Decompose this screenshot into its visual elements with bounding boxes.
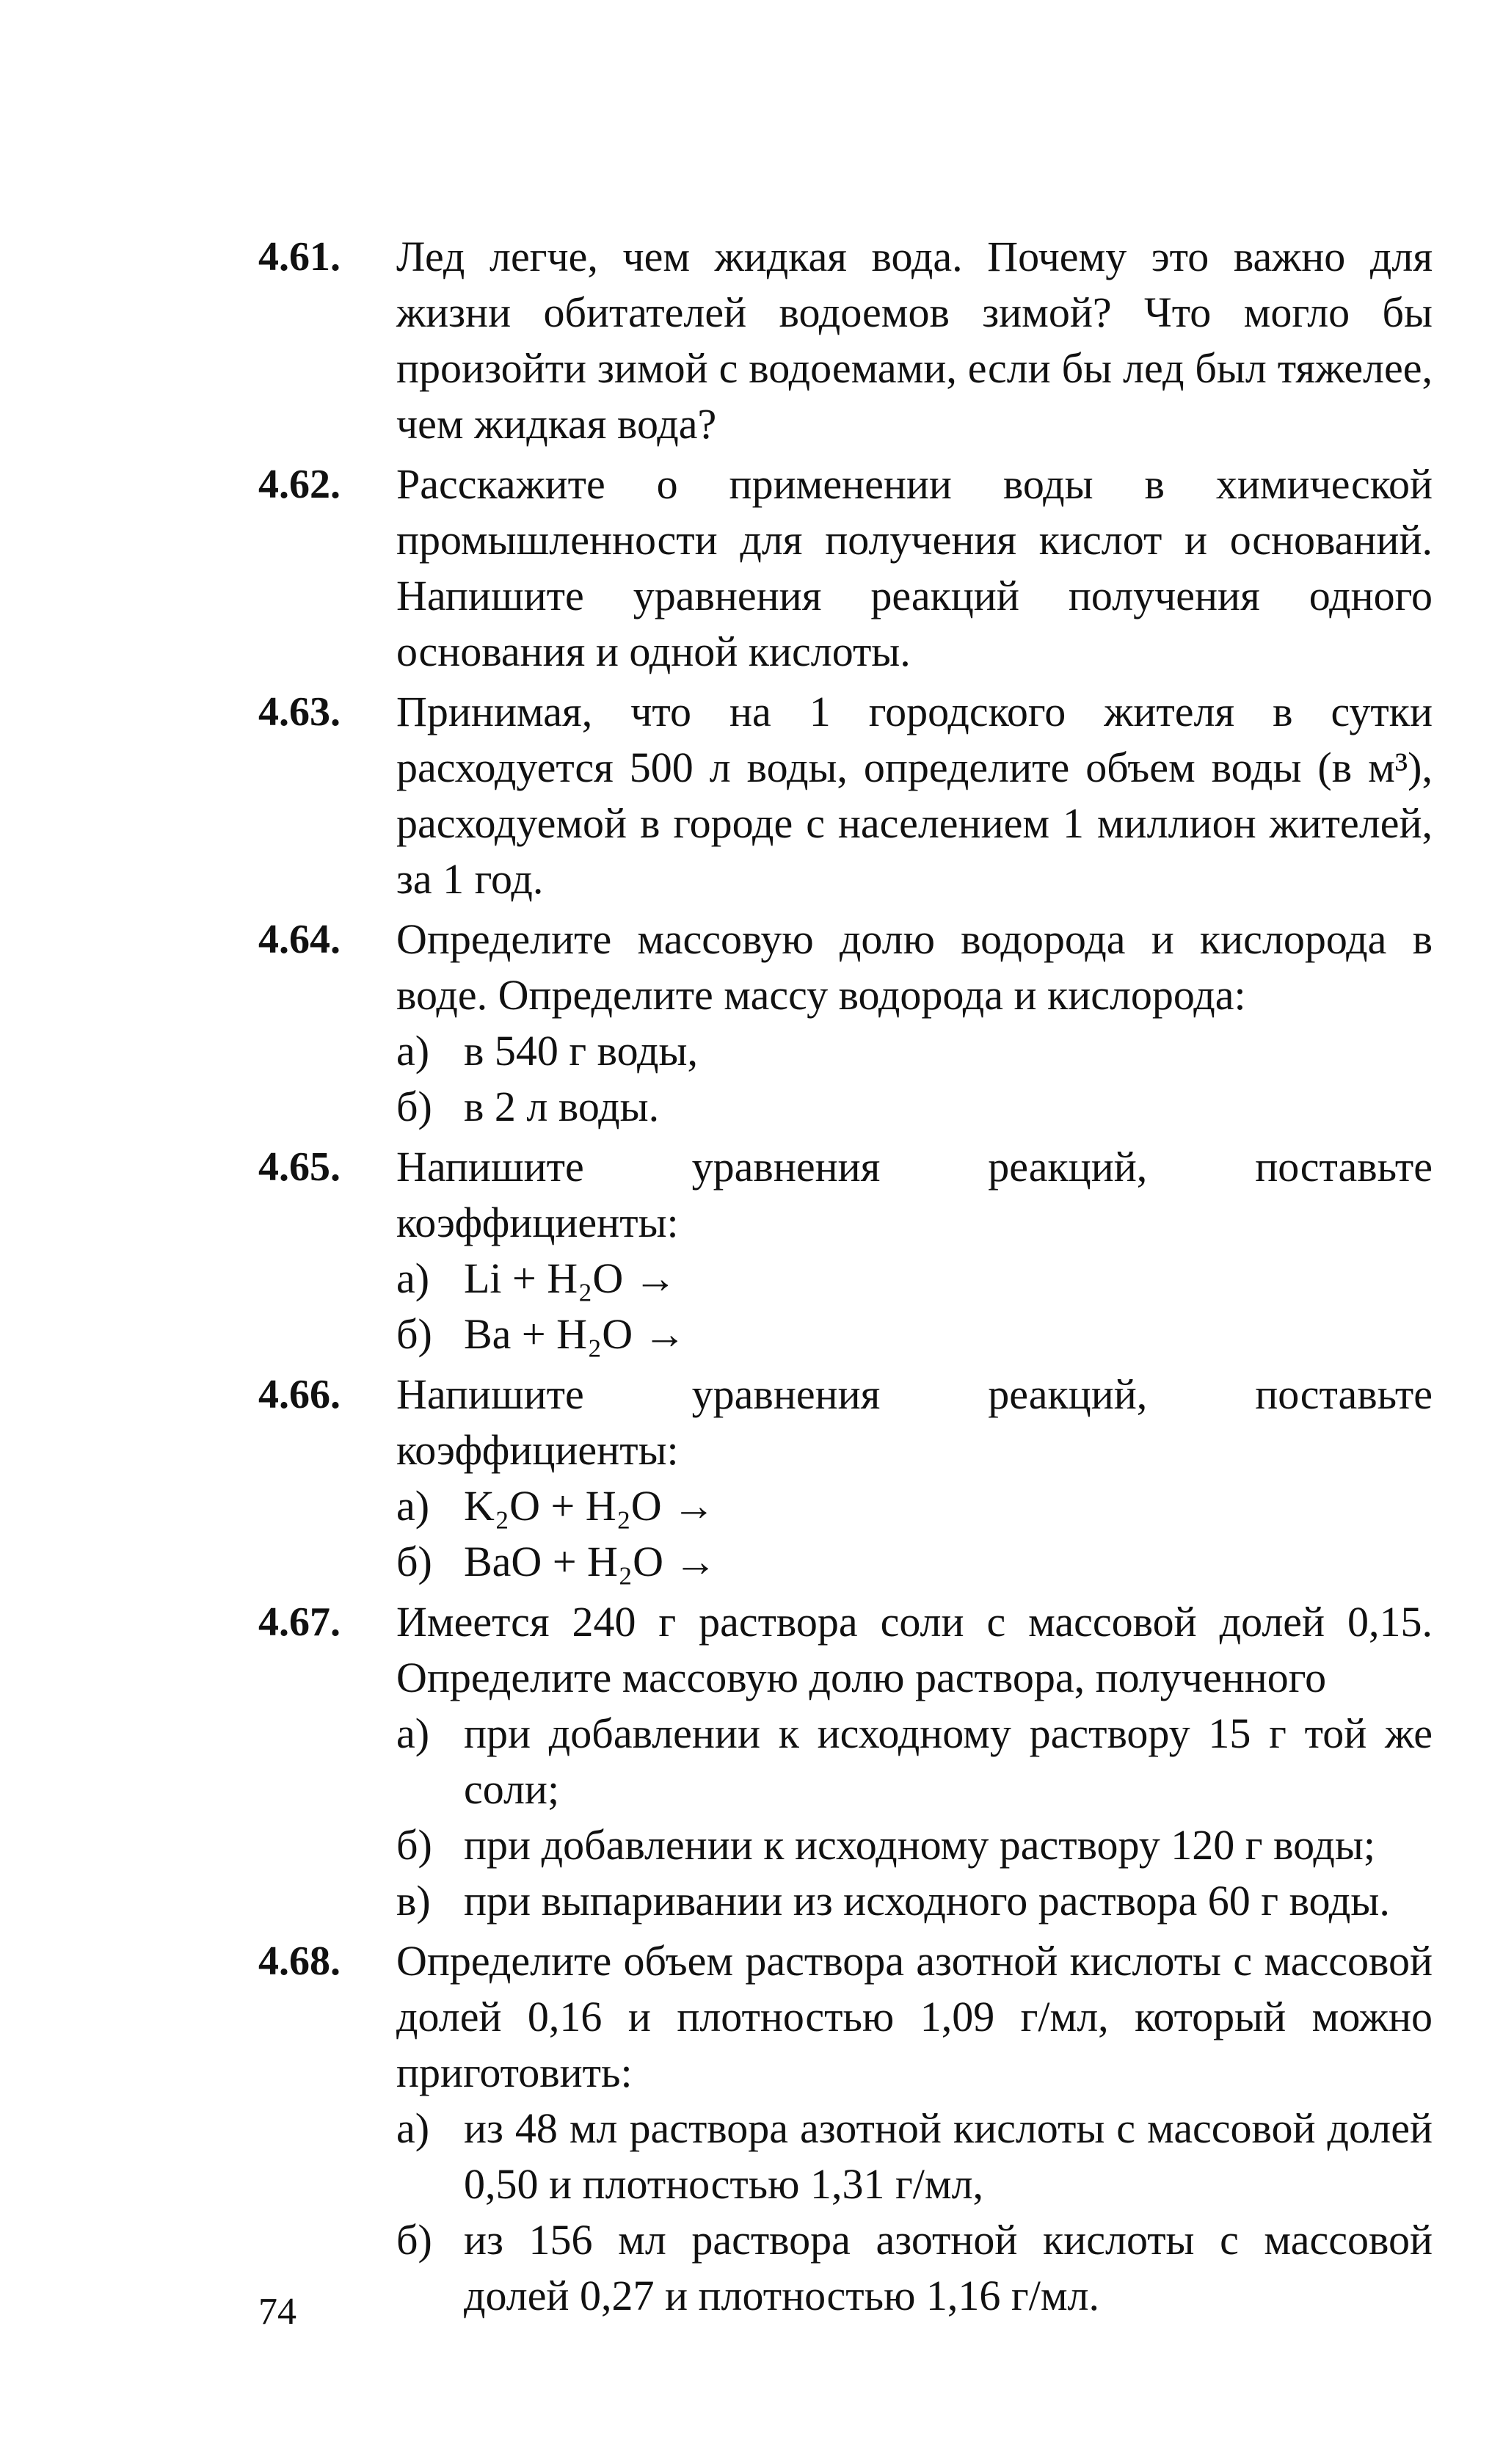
sub-item-letter: а) xyxy=(396,2104,430,2152)
sub-item-text: K₂O + H₂O → xyxy=(464,1482,716,1530)
sub-item xyxy=(396,1534,1433,1590)
sub-item-letter: а) xyxy=(396,1709,430,1757)
problem xyxy=(258,457,1433,680)
sub-item-letter: б) xyxy=(396,1538,432,1585)
sub-item-letter: в) xyxy=(396,1877,431,1925)
sub-item-letter: а) xyxy=(396,1482,430,1530)
problem-list xyxy=(258,229,1433,2328)
problem-number: 4.63. xyxy=(258,689,341,735)
problem-number: 4.61. xyxy=(258,234,341,280)
sub-item xyxy=(396,1306,1433,1362)
sub-item-text: из 48 мл раствора азотной кислоты с массовой долей 0,50 и плотностью 1,31 г/мл, xyxy=(464,2104,1433,2208)
sub-item-list xyxy=(396,1478,1433,1590)
sub-item-text: при добавлении к исходному раствору 15 г той же соли; xyxy=(464,1709,1433,1813)
sub-item xyxy=(396,1023,1433,1079)
sub-item xyxy=(396,2101,1433,2212)
problem xyxy=(258,912,1433,1135)
sub-item-letter: б) xyxy=(396,1821,432,1869)
problem-text: Напишите уравнения реакций, поставьте коэффициенты: xyxy=(396,1143,1433,1246)
sub-item xyxy=(396,1817,1433,1873)
problem xyxy=(258,229,1433,452)
problem xyxy=(258,1139,1433,1362)
sub-item-letter: б) xyxy=(396,1083,432,1130)
sub-item-text: при выпаривании из исходного раствора 60 г воды. xyxy=(464,1877,1390,1925)
sub-item-letter: а) xyxy=(396,1254,430,1302)
page-number: 74 xyxy=(258,2291,296,2333)
sub-item-text: при добавлении к исходному раствору 120 г воды; xyxy=(464,1821,1375,1869)
problem-text: Напишите уравнения реакций, поставьте коэффициенты: xyxy=(396,1370,1433,1474)
problem-number: 4.66. xyxy=(258,1372,341,1417)
sub-item-list xyxy=(396,1706,1433,1929)
sub-item-list xyxy=(396,1023,1433,1135)
sub-item xyxy=(396,2212,1433,2324)
sub-item xyxy=(396,1478,1433,1534)
problem-text: Лед легче, чем жидкая вода. Почему это важно для жизни обитателей водоемов зимой? Что могло бы произойти зимой с водоемами, если бы лед был тяжелее, чем жидкая вода? xyxy=(396,233,1433,448)
sub-item-text: Li + H₂O → xyxy=(464,1254,677,1302)
problem xyxy=(258,684,1433,907)
sub-item-list xyxy=(396,1251,1433,1362)
problem xyxy=(258,1367,1433,1590)
problem-number: 4.68. xyxy=(258,1938,341,1984)
sub-item-letter: б) xyxy=(396,2216,432,2264)
problem-number: 4.65. xyxy=(258,1144,341,1190)
sub-item-letter: б) xyxy=(396,1310,432,1358)
sub-item xyxy=(396,1873,1433,1929)
sub-item-text: в 540 г воды, xyxy=(464,1027,698,1075)
sub-item-text: из 156 мл раствора азотной кислоты с массовой долей 0,27 и плотностью 1,16 г/мл. xyxy=(464,2216,1433,2319)
problem-number: 4.62. xyxy=(258,462,341,507)
problem-text: Определите объем раствора азотной кислоты с массовой долей 0,16 и плотностью 1,09 г/мл, который можно приготовить: xyxy=(396,1937,1433,2096)
sub-item xyxy=(396,1079,1433,1135)
problem-number: 4.64. xyxy=(258,917,341,962)
sub-item-letter: а) xyxy=(396,1027,430,1075)
problem xyxy=(258,1933,1433,2324)
sub-item-list xyxy=(396,2101,1433,2324)
problem-text: Определите массовую долю водорода и кислорода в воде. Определите массу водорода и кислорода: xyxy=(396,915,1433,1019)
problem-number: 4.67. xyxy=(258,1599,341,1645)
sub-item xyxy=(396,1251,1433,1306)
problem xyxy=(258,1594,1433,1929)
sub-item-text: в 2 л воды. xyxy=(464,1083,660,1130)
sub-item-text: Ba + H₂O → xyxy=(464,1310,686,1358)
sub-item-text: BaO + H₂O → xyxy=(464,1538,717,1585)
problem-text: Расскажите о применении воды в химической промышленности для получения кислот и оснований. Напишите уравнения реакций получения одного основания и одной кислоты. xyxy=(396,460,1433,675)
problem-text: Принимая, что на 1 городского жителя в сутки расходуется 500 л воды, определите объем воды (в м³), расходуемой в городе с населением 1 миллион жителей, за 1 год. xyxy=(396,688,1433,903)
sub-item xyxy=(396,1706,1433,1817)
problem-text: Имеется 240 г раствора соли с массовой долей 0,15. Определите массовую долю раствора, полученного xyxy=(396,1598,1433,1701)
